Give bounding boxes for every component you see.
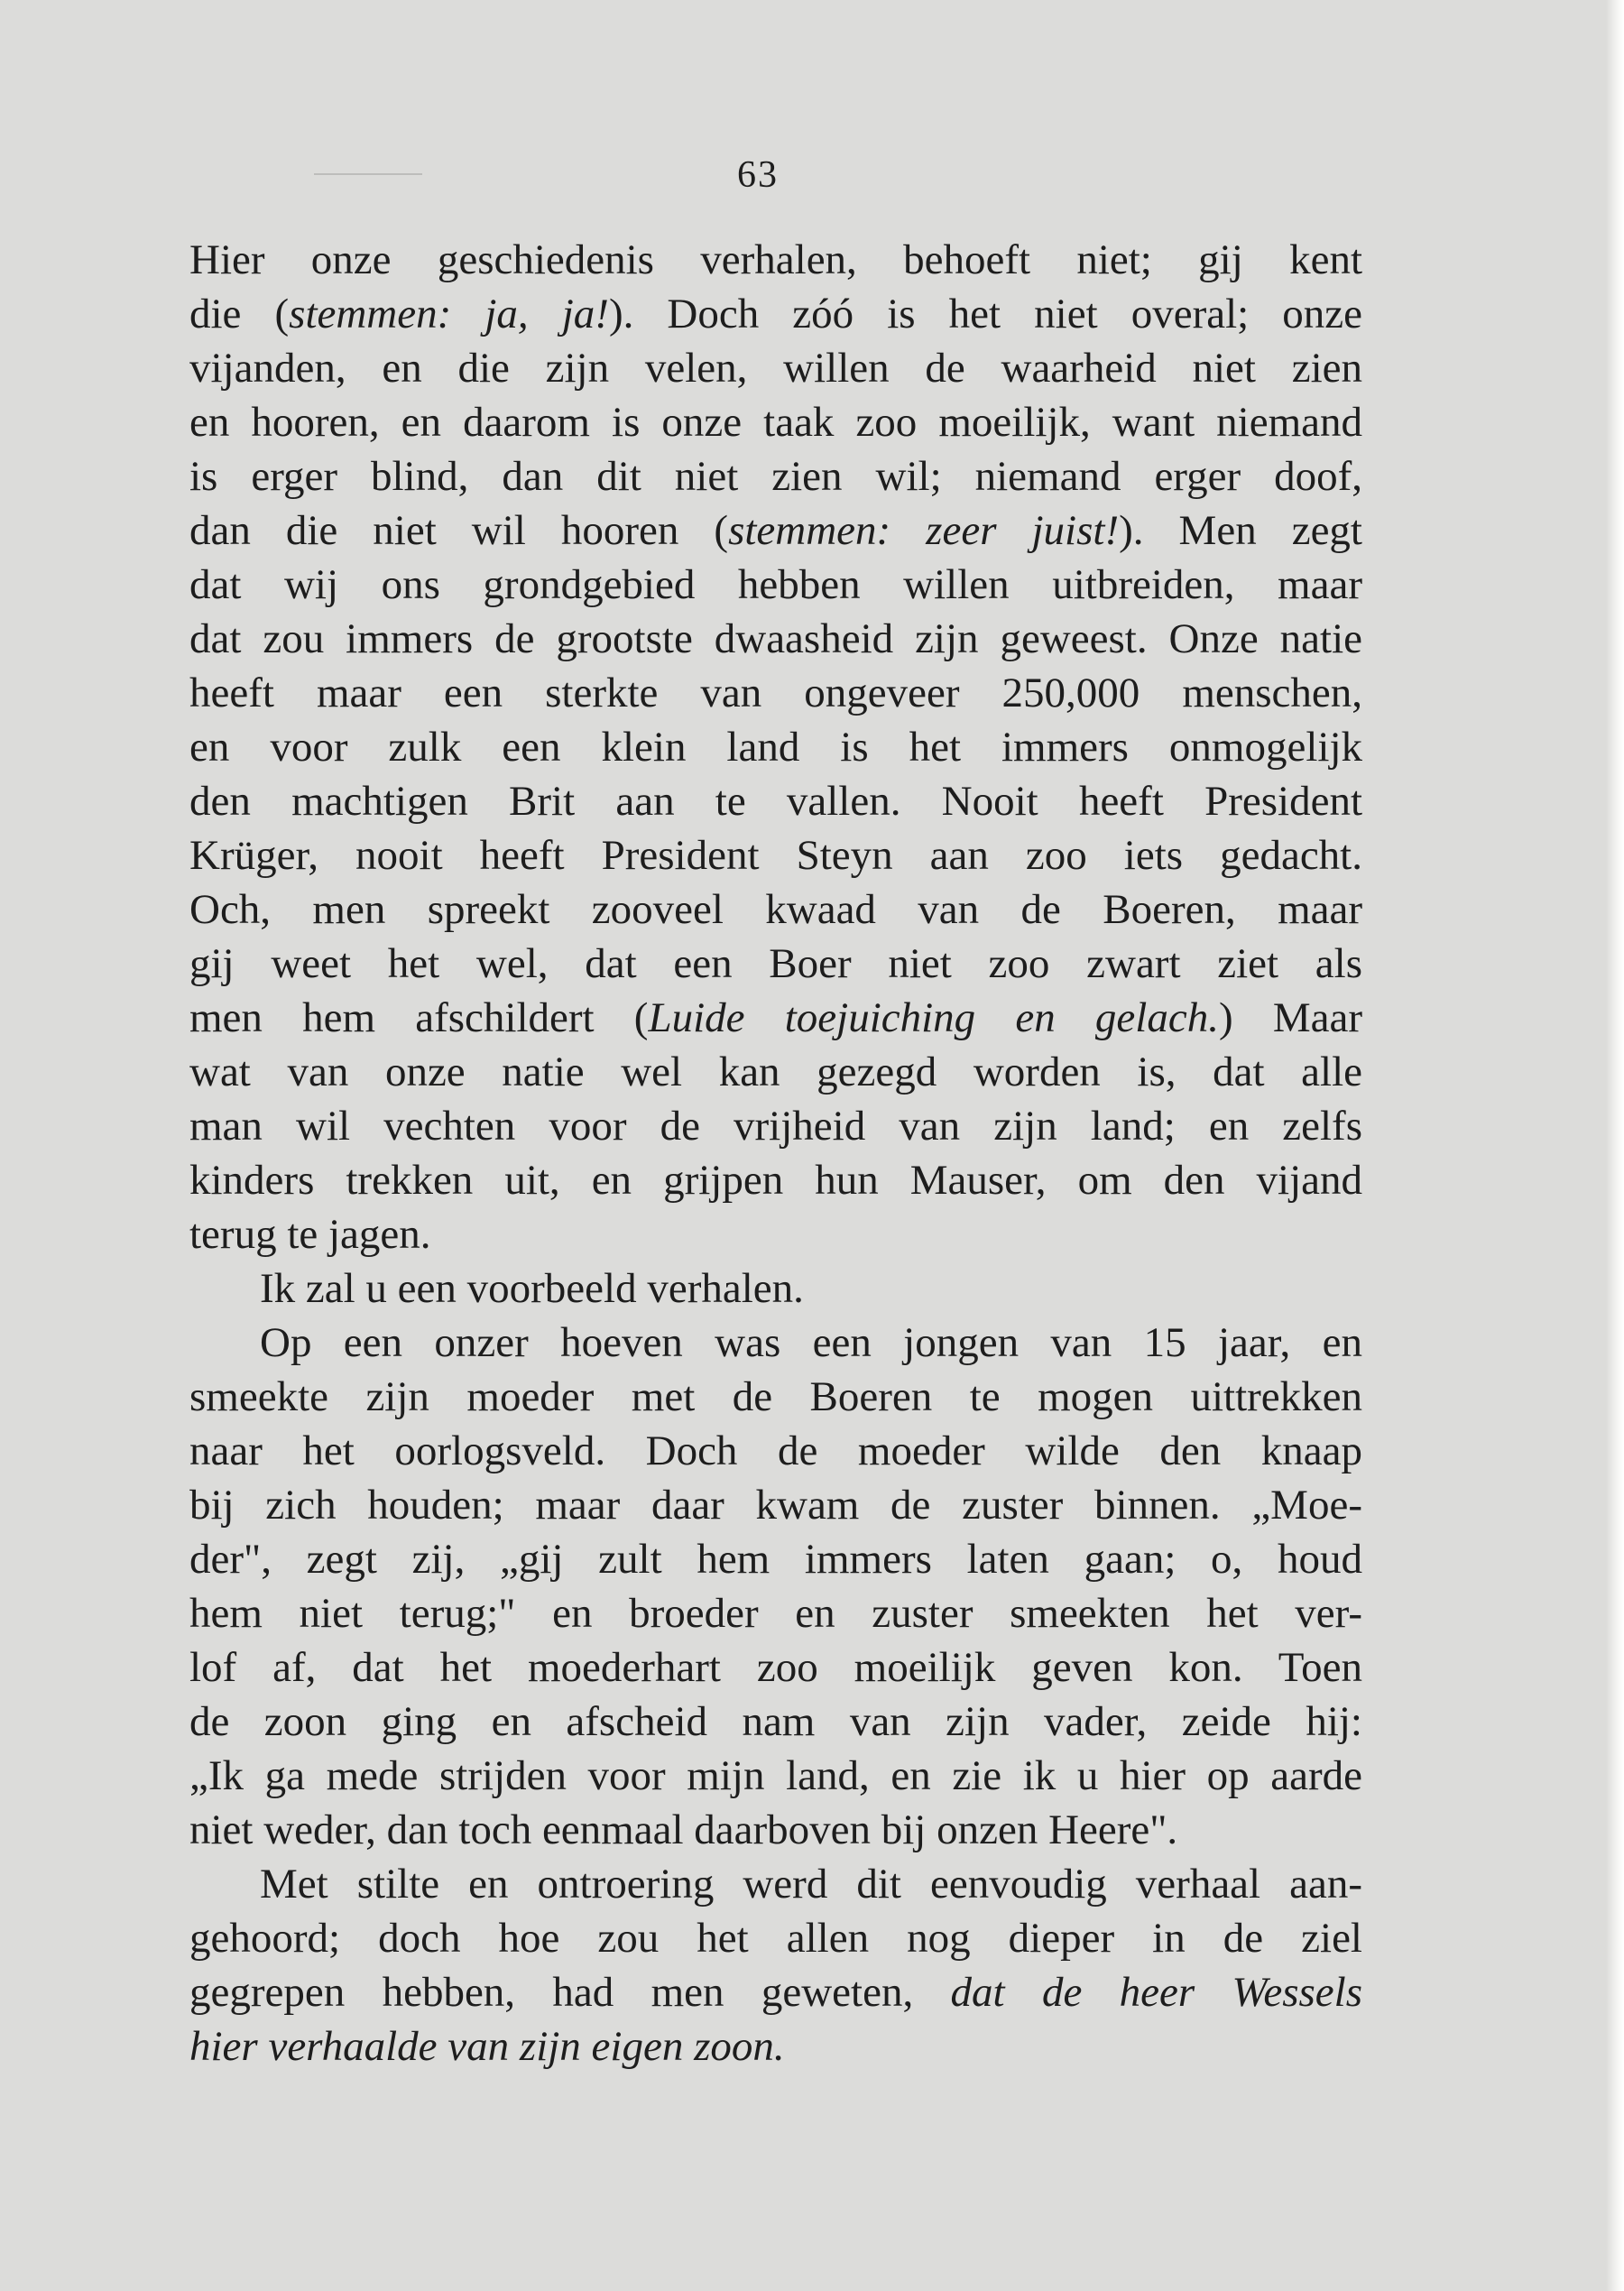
text-segment: Hier onze geschiedenis verhalen, behoeft niet; gij kent: [189, 236, 1362, 283]
text-segment: wat van onze natie wel kan gezegd worden is, dat alle: [189, 1049, 1362, 1095]
text-line: [189, 287, 1362, 341]
text-line: [189, 1316, 1362, 1370]
text-segment: dat wij ons grondgebied hebben willen uitbreiden, maar: [189, 561, 1362, 608]
text-line: [189, 1261, 1362, 1316]
text-line: [189, 1370, 1362, 1424]
page-edge: [1606, 0, 1624, 2291]
text-line: [189, 558, 1362, 612]
text-line: [189, 1207, 1362, 1261]
text-line: [189, 1857, 1362, 1911]
text-line: [189, 774, 1362, 828]
text-line: [189, 1749, 1362, 1803]
text-line: [189, 395, 1362, 449]
text-line: [189, 1965, 1362, 2019]
text-line: [189, 233, 1362, 287]
text-segment: Och, men spreekt zooveel kwaad van de Boeren, maar: [189, 886, 1362, 933]
text-segment: ) Maar: [1218, 994, 1362, 1041]
text-line: [189, 1911, 1362, 1965]
text-line: [189, 341, 1362, 395]
text-segment: gij weet het wel, dat een Boer niet zoo zwart ziet als: [189, 940, 1362, 987]
text-segment: de zoon ging en afscheid nam van zijn vader, zeide hij:: [189, 1698, 1362, 1745]
text-line: [189, 1099, 1362, 1153]
text-segment: lof af, dat het moederhart zoo moeilijk geven kon. Toen: [189, 1644, 1362, 1691]
text-line: [189, 1586, 1362, 1640]
text-segment: gegrepen hebben, had men geweten,: [189, 1969, 951, 2016]
text-segment: die (: [189, 291, 290, 337]
italic-text: hier verhaalde van zijn eigen zoon.: [189, 2023, 785, 2070]
text-segment: Krüger, nooit heeft President Steyn aan zoo iets gedacht.: [189, 832, 1362, 879]
text-line: [189, 828, 1362, 882]
text-line: [189, 720, 1362, 774]
body-text: [189, 233, 1362, 2074]
text-line: [189, 1532, 1362, 1586]
text-segment: ). Doch zóó is het niet overal; onze: [608, 291, 1362, 337]
text-segment: Ik zal u een voorbeeld verhalen.: [260, 1265, 804, 1312]
text-segment: is erger blind, dan dit niet zien wil; niemand erger doof,: [189, 453, 1362, 500]
text-line: [189, 449, 1362, 503]
italic-text: stemmen: zeer juist!: [728, 507, 1120, 554]
text-line: [189, 1695, 1362, 1749]
text-line: [189, 991, 1362, 1045]
text-segment: der", zegt zij, „gij zult hem immers laten gaan; o, houd: [189, 1536, 1362, 1583]
text-line: [189, 1153, 1362, 1207]
text-segment: hem niet terug;" en broeder en zuster smeekten het ver-: [189, 1590, 1362, 1637]
text-segment: vijanden, en die zijn velen, willen de waarheid niet zien: [189, 345, 1362, 392]
italic-text: stemmen: ja, ja!: [289, 291, 609, 337]
text-segment: en voor zulk een klein land is het immers onmogelijk: [189, 724, 1362, 771]
italic-text: dat de heer Wessels: [950, 1969, 1362, 2016]
text-segment: dan die niet wil hooren (: [189, 507, 729, 554]
text-segment: ). Men zegt: [1119, 507, 1362, 554]
text-line: [189, 612, 1362, 666]
text-segment: man wil vechten voor de vrijheid van zijn land; en zelfs: [189, 1103, 1362, 1150]
text-line: [189, 1478, 1362, 1532]
text-segment: en hooren, en daarom is onze taak zoo moeilijk, want niemand: [189, 399, 1362, 446]
text-segment: Met stilte en ontroering werd dit eenvoudig verhaal aan-: [260, 1861, 1362, 1908]
text-segment: bij zich houden; maar daar kwam de zuster binnen. „Moe-: [189, 1482, 1362, 1529]
text-segment: den machtigen Brit aan te vallen. Nooit heeft President: [189, 778, 1362, 825]
text-line: [189, 937, 1362, 991]
text-line: [189, 503, 1362, 558]
text-segment: gehoord; doch hoe zou het allen nog dieper in de ziel: [189, 1915, 1362, 1962]
text-segment: niet weder, dan toch eenmaal daarboven bij onzen Heere".: [189, 1806, 1178, 1853]
page-number: 63: [737, 154, 779, 196]
text-line: [189, 1424, 1362, 1478]
text-segment: naar het oorlogsveld. Doch de moeder wilde den knaap: [189, 1427, 1362, 1474]
text-segment: dat zou immers de grootste dwaasheid zijn geweest. Onze natie: [189, 615, 1362, 662]
text-line: [189, 666, 1362, 720]
text-segment: heeft maar een sterkte van ongeveer 250,000 menschen,: [189, 670, 1362, 716]
text-line: [189, 1803, 1362, 1857]
text-segment: Op een onzer hoeven was een jongen van 15 jaar, en: [260, 1319, 1362, 1366]
text-segment: men hem afschildert (: [189, 994, 649, 1041]
italic-text: Luide toejuiching en gelach.: [648, 994, 1219, 1041]
text-line: [189, 882, 1362, 937]
text-segment: terug te jagen.: [189, 1211, 431, 1258]
text-segment: „Ik ga mede strijden voor mijn land, en zie ik u hier op aarde: [189, 1752, 1362, 1799]
text-segment: smeekte zijn moeder met de Boeren te mogen uittrekken: [189, 1373, 1362, 1420]
text-line: [189, 2019, 1362, 2074]
text-line: [189, 1640, 1362, 1695]
text-line: [189, 1045, 1362, 1099]
text-segment: kinders trekken uit, en grijpen hun Mauser, om den vijand: [189, 1157, 1362, 1204]
